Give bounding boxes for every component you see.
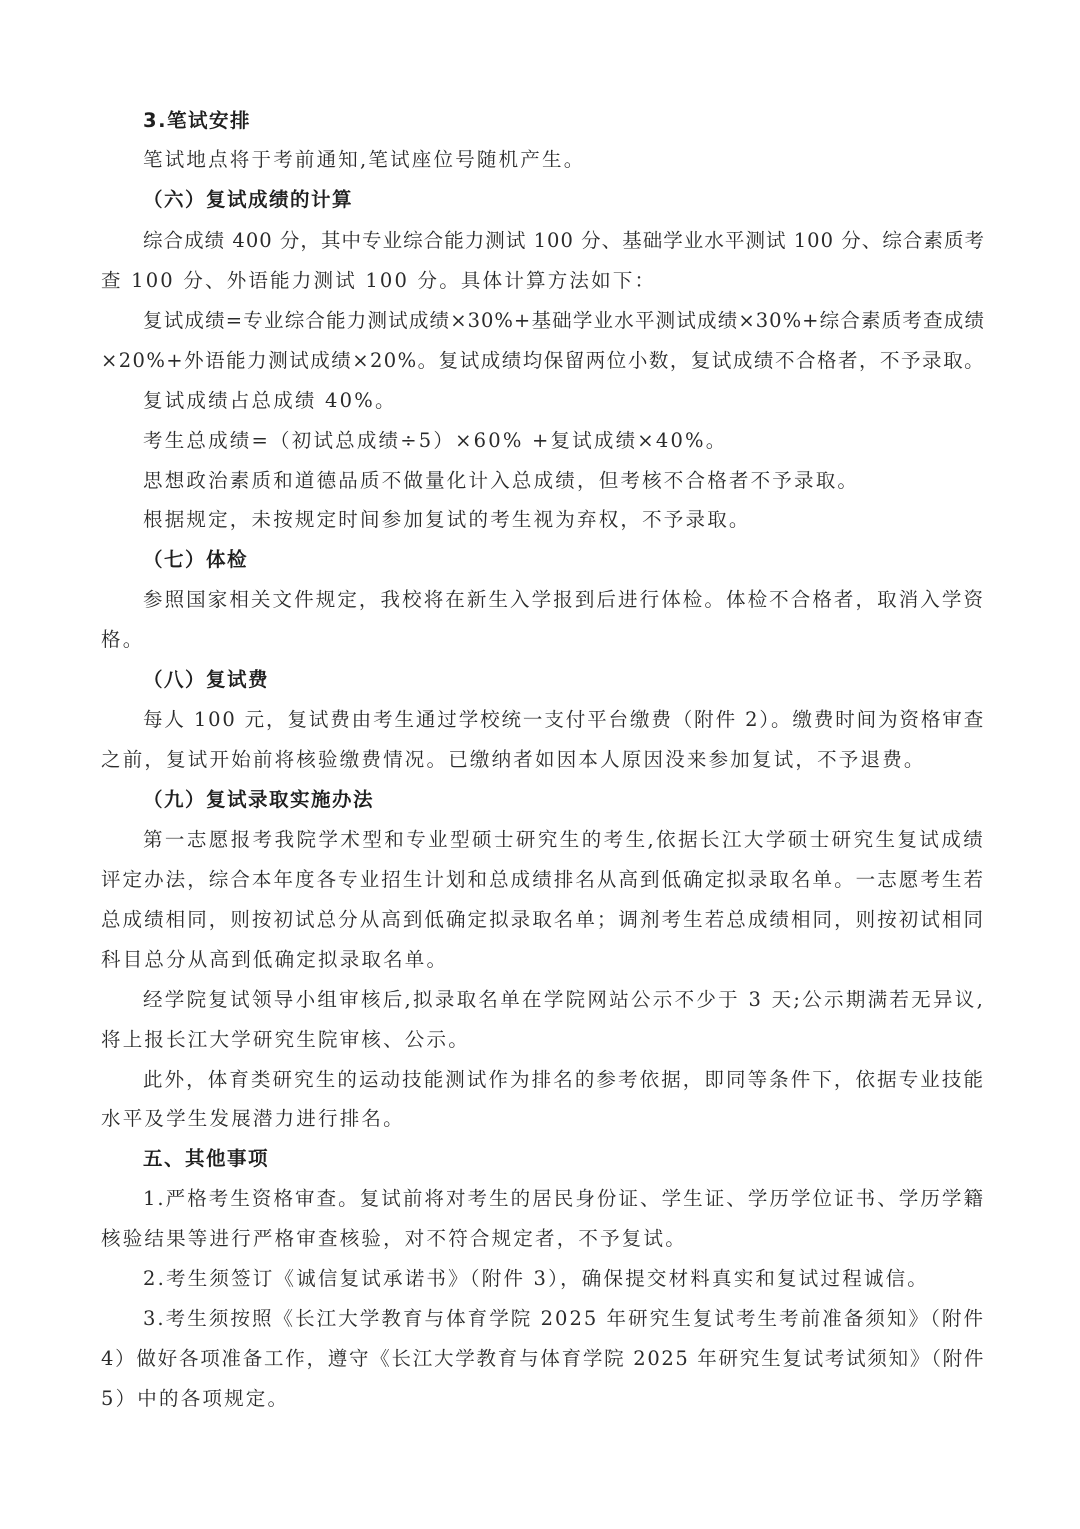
paragraph-line: 综合成绩 400 分，其中专业综合能力测试 100 分、基础学业水平测试 100 分、综合素质考: [143, 229, 985, 252]
heading-written-exam-arrangement: 3.笔试安排: [143, 109, 251, 132]
paragraph-line: 此外，体育类研究生的运动技能测试作为排名的参考依据，即同等条件下，依据专业技能: [143, 1068, 985, 1091]
paragraph-line: 总成绩相同，则按初试总分从高到低确定拟录取名单；调剂考生若总成绩相同，则按初试相同: [101, 908, 985, 931]
paragraph-line: 思想政治素质和道德品质不做量化计入总成绩，但考核不合格者不予录取。: [143, 469, 860, 492]
paragraph-line: 4）做好各项准备工作，遵守《长江大学教育与体育学院 2025 年研究生复试考试须知》（附件: [101, 1347, 985, 1370]
paragraph-line: 根据规定，未按规定时间参加复试的考生视为弃权，不予录取。: [143, 508, 751, 531]
heading-physical-exam: （七）体检: [143, 548, 249, 571]
paragraph-line: 科目总分从高到低确定拟录取名单。: [101, 948, 449, 971]
paragraph-line: 复试成绩=专业综合能力测试成绩×30%+基础学业水平测试成绩×30%+综合素质考查成绩: [143, 309, 985, 332]
heading-admission-implementation: （九）复试录取实施办法: [143, 788, 375, 811]
paragraph-line: 笔试地点将于考前通知,笔试座位号随机产生。: [143, 148, 586, 171]
paragraph-line: 之前，复试开始前将核验缴费情况。已缴纳者如因本人原因没来参加复试，不予退费。: [101, 748, 926, 771]
heading-score-calculation: （六）复试成绩的计算: [143, 188, 354, 211]
paragraph-line: ×20%+外语能力测试成绩×20%。复试成绩均保留两位小数，复试成绩不合格者，不予录取。: [101, 349, 985, 372]
paragraph-line: 核验结果等进行严格审查核验，对不符合规定者，不予复试。: [101, 1227, 687, 1250]
heading-retest-fee: （八）复试费: [143, 668, 270, 691]
paragraph-line: 经学院复试领导小组审核后,拟录取名单在学院网站公示不少于 3 天;公示期满若无异议,: [143, 988, 985, 1011]
paragraph-line: 查 100 分、外语能力测试 100 分。具体计算方法如下：: [101, 269, 657, 292]
paragraph-line: 考生总成绩=（初试总成绩÷5）×60% +复试成绩×40%。: [143, 429, 728, 452]
paragraph-line: 参照国家相关文件规定，我校将在新生入学报到后进行体检。体检不合格者，取消入学资: [143, 588, 985, 611]
paragraph-line: 第一志愿报考我院学术型和专业型硕士研究生的考生,依据长江大学硕士研究生复试成绩: [143, 828, 985, 851]
paragraph-line: 将上报长江大学研究生院审核、公示。: [101, 1028, 470, 1051]
paragraph-line: 格。: [101, 628, 145, 651]
paragraph-line: 复试成绩占总成绩 40%。: [143, 389, 397, 412]
paragraph-line: 5）中的各项规定。: [101, 1387, 290, 1410]
paragraph-line: 2.考生须签订《诚信复试承诺书》（附件 3），确保提交材料真实和复试过程诚信。: [143, 1267, 930, 1290]
paragraph-line: 3.考生须按照《长江大学教育与体育学院 2025 年研究生复试考生考前准备须知》（附件: [143, 1307, 985, 1330]
paragraph-line: 1.严格考生资格审查。复试前将对考生的居民身份证、学生证、学历学位证书、学历学籍: [143, 1187, 985, 1210]
paragraph-line: 水平及学生发展潜力进行排名。: [101, 1107, 405, 1130]
paragraph-line: 评定办法，综合本年度各专业招生计划和总成绩排名从高到低确定拟录取名单。一志愿考生若: [101, 868, 985, 891]
heading-other-matters: 五、其他事项: [143, 1147, 270, 1170]
paragraph-line: 每人 100 元，复试费由考生通过学校统一支付平台缴费（附件 2）。缴费时间为资格审查: [143, 708, 985, 731]
